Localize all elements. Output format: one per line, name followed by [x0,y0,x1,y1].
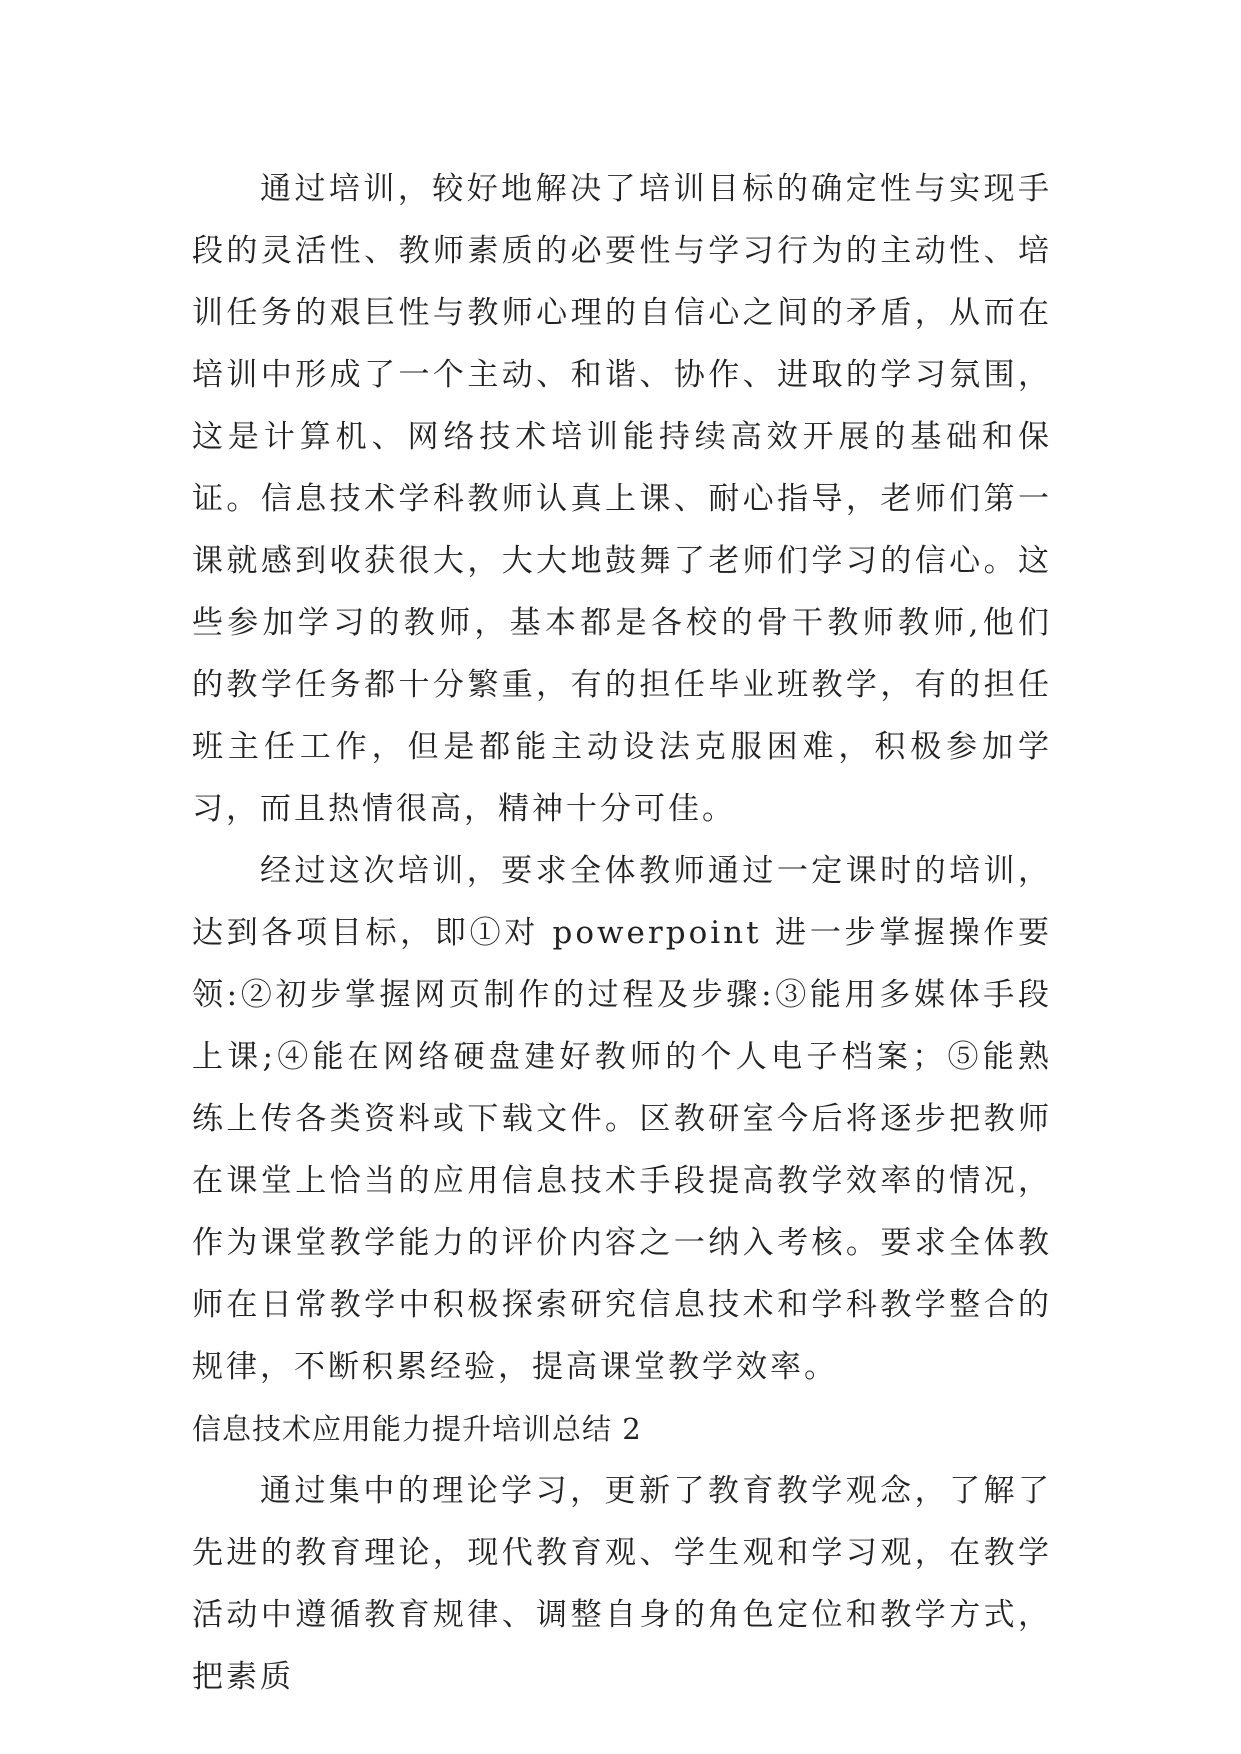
paragraph-theory-study: 通过集中的理论学习，更新了教育教学观念，了解了先进的教育理论，现代教育观、学生观和学习观，在教学活动中遵循教育规律、调整自身的角色定位和教学方式，把素质 [192,1473,1052,1695]
paragraph-training-effects: 通过培训，较好地解决了培训目标的确定性与实现手段的灵活性、教师素质的必要性与学习行为的主动性、培训任务的艰巨性与教师心理的自信心之间的矛盾，从而在培训中形成了一个主动、和谐、协作、进取的学习氛围，这是计算机、网络技术培训能持续高效开展的基础和保证。信息技术学科教师认真上课、耐心指导，老师们第一课就感到收获很大，大大地鼓舞了老师们学习的信心。这些参加学习的教师，基本都是各校的骨干教师教师,他们的教学任务都十分繁重，有的担任毕业班教学，有的担任班主任工作，但是都能主动设法克服困难，积极参加学习，而且热情很高，精神十分可佳。 [192,171,1052,827]
section-heading: 信息技术应用能力提升培训总结 2 [192,1412,642,1446]
document-body [192,158,1052,1708]
paragraph-training-goals: 经过这次培训，要求全体教师通过一定课时的培训，达到各项目标，即①对 powerpoint 进一步掌握操作要领:②初步掌握网页制作的过程及步骤:③能用多媒体手段上课;④能在网络硬盘建好教师的个人电子档案；⑤能熟练上传各类资料或下载文件。区教研室今后将逐步把教师在课堂上恰当的应用信息技术手段提高教学效率的情况，作为课堂教学能力的评价内容之一纳入考核。要求全体教师在日常教学中积极探索研究信息技术和学科教学整合的规律，不断积累经验，提高课堂教学效率。 [192,853,1052,1385]
